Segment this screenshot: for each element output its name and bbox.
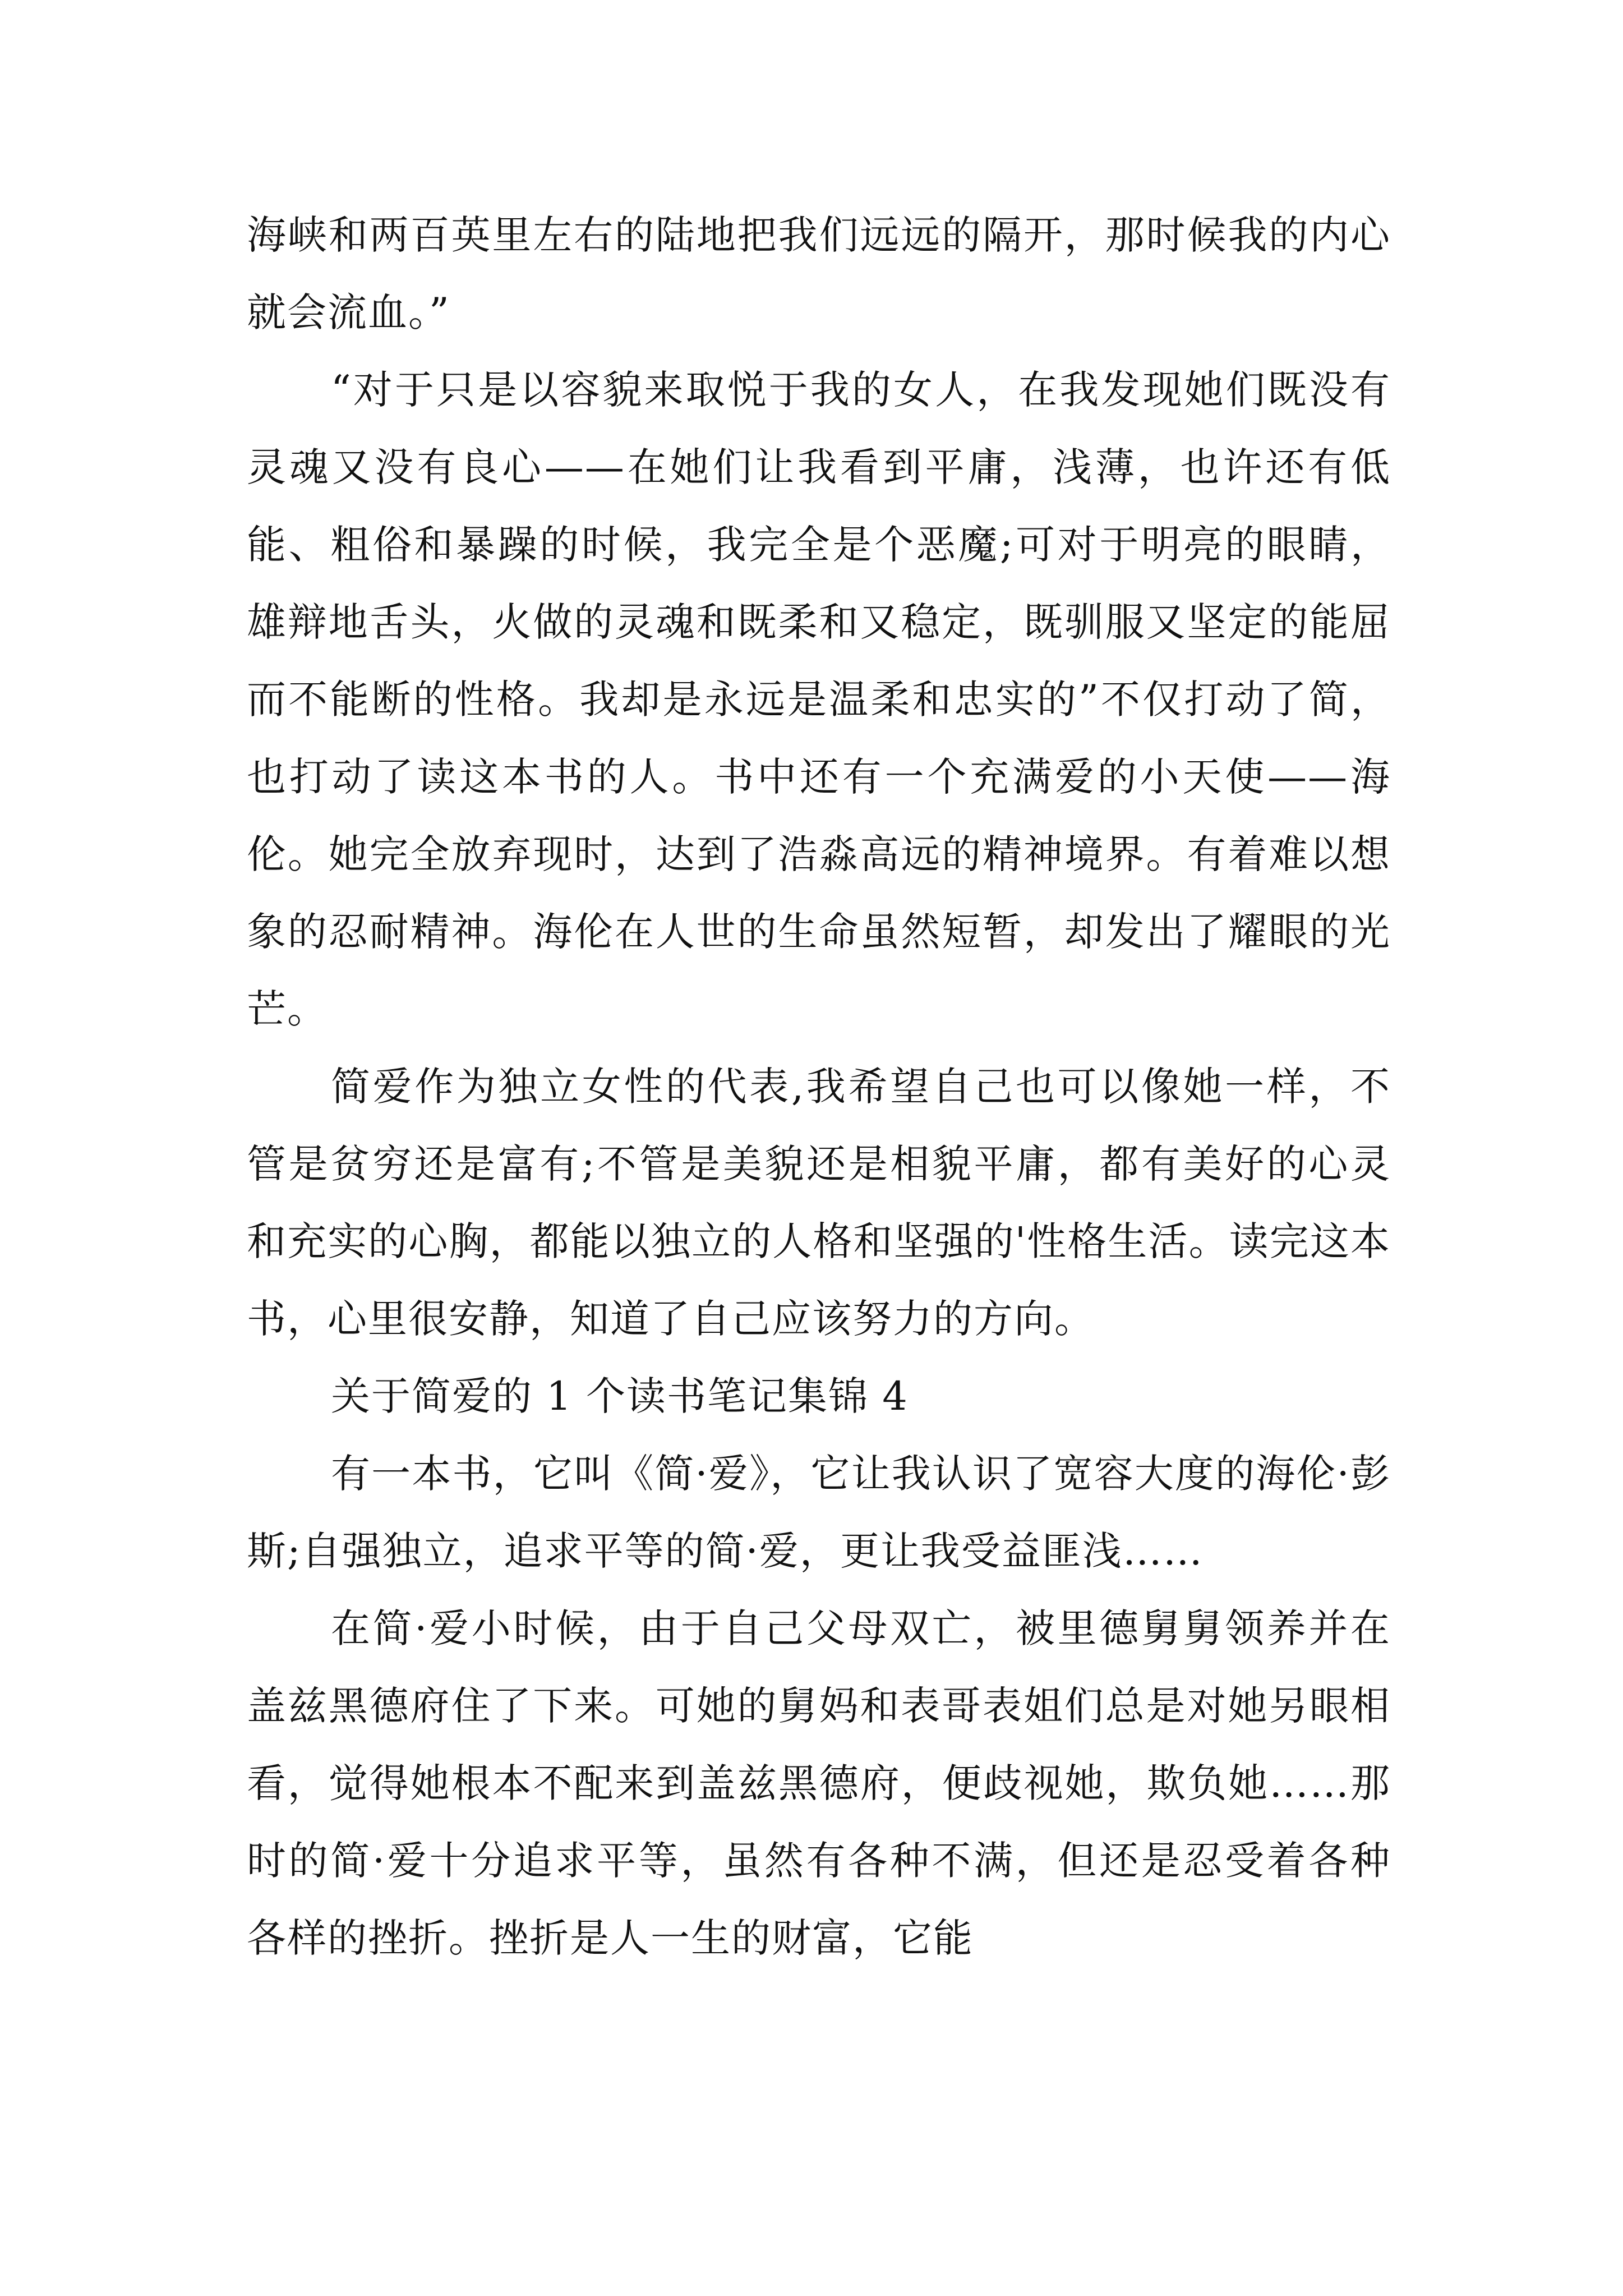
paragraph-3: 简爱作为独立女性的代表,我希望自己也可以像她一样，不管是贫穷还是富有;不管是美貌还是相貌平庸，都有美好的心灵和充实的心胸，都能以独立的人格和坚强的'性格生活。读完这本书，心里很安静，知道了自己应该努力的方向。 <box>247 1064 1391 1342</box>
paragraph-4: 有一本书，它叫《简·爱》，它让我认识了宽容大度的海伦·彭斯;自强独立，追求平等的简·爱，更让我受益匪浅…… <box>247 1451 1391 1574</box>
paragraph-2: “对于只是以容貌来取悦于我的女人，在我发现她们既没有灵魂又没有良心——在她们让我看到平庸，浅薄，也许还有低能、粗俗和暴躁的时候，我完全是个恶魔;可对于明亮的眼睛，雄辩地舌头，火做的灵魂和既柔和又稳定，既驯服又坚定的能屈而不能断的性格。我却是永远是温柔和忠实的”不仅打动了简，也打动了读这本书的人。书中还有一个充满爱的小天使——海伦。她完全放弃现时，达到了浩淼高远的精神境界。有着难以想象的忍耐精神。海伦在人世的生命虽然短暂，却发出了耀眼的光芒。 <box>247 367 1391 1032</box>
document-page <box>247 196 1391 1977</box>
section-heading: 关于简爱的 1 个读书笔记集锦 4 <box>331 1373 909 1419</box>
paragraph-5: 在简·爱小时候，由于自己父母双亡，被里德舅舅领养并在盖兹黑德府住了下来。可她的舅妈和表哥表姐们总是对她另眼相看，觉得她根本不配来到盖兹黑德府，便歧视她，欺负她……那时的简·爱十分追求平等，虽然有各种不满，但还是忍受着各种各样的挫折。挫折是人一生的财富，它能 <box>247 1605 1391 1961</box>
paragraph-1: 海峡和两百英里左右的陆地把我们远远的隔开，那时候我的内心就会流血。” <box>247 212 1391 335</box>
